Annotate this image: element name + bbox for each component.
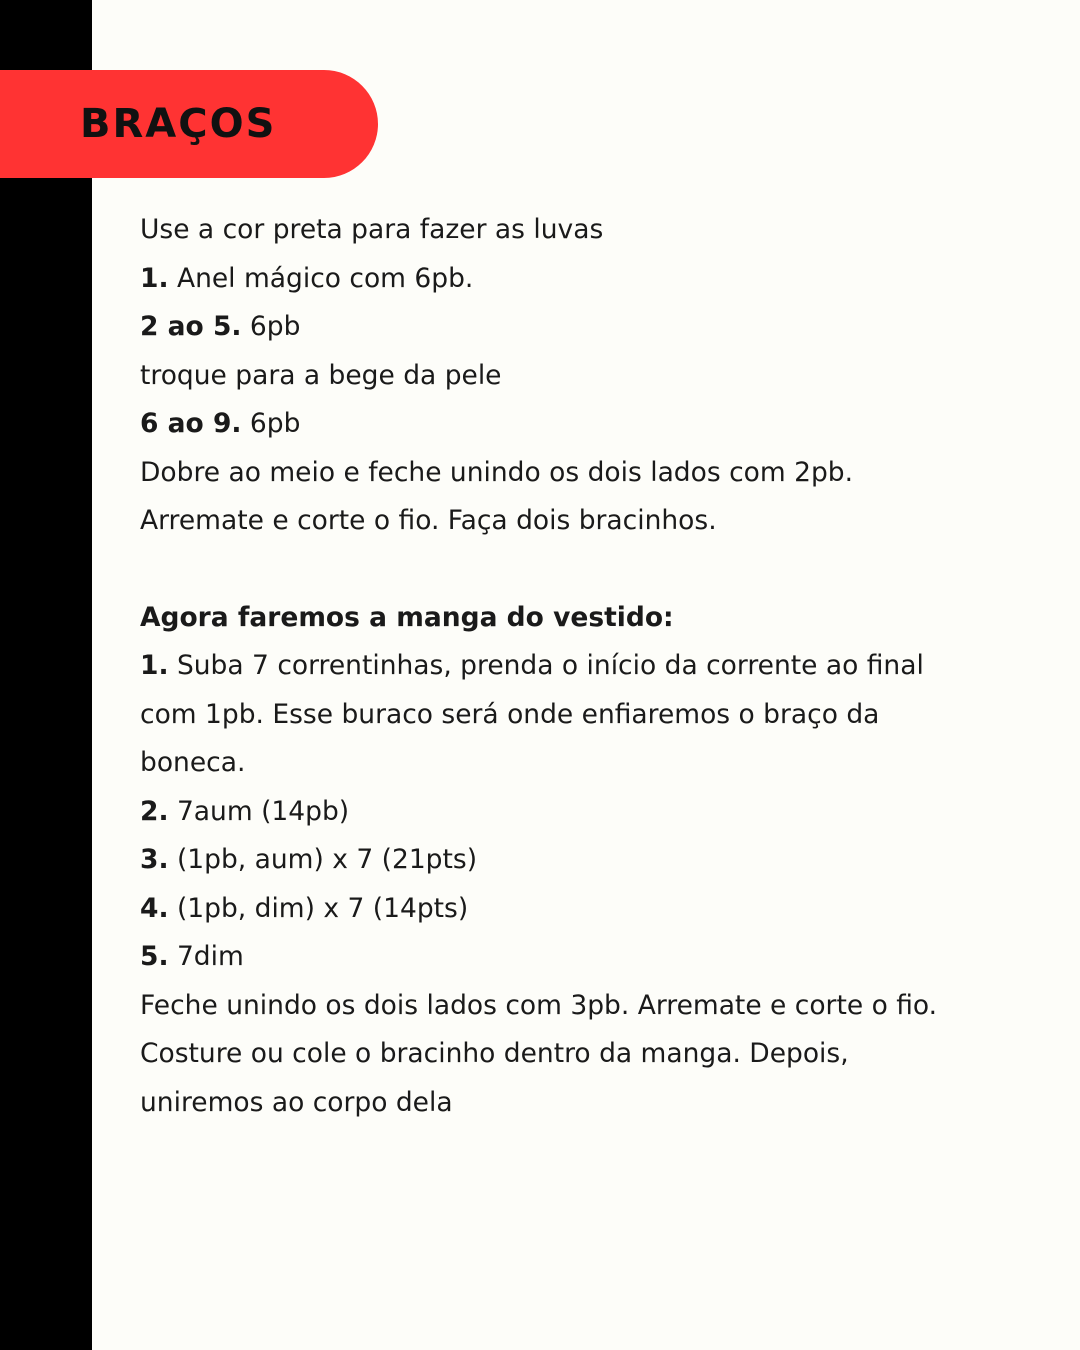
gloves-finish-line-1: Dobre ao meio e feche unindo os dois lados com 2pb. — [140, 456, 854, 488]
step-text: (1pb, dim) x 7 (14pts) — [168, 892, 469, 924]
sleeve-step-4 — [140, 885, 1020, 934]
instructions — [140, 206, 1020, 1127]
step-number: 3. — [140, 844, 169, 875]
title-tab — [0, 70, 378, 178]
sleeve-step-2 — [140, 788, 1020, 837]
step-number: 6 ao 9. — [140, 408, 242, 439]
sleeve-finish-line-1: Feche unindo os dois lados com 3pb. Arremate e corte o fio. — [140, 989, 938, 1021]
gloves-color-change: troque para a bege da pele — [140, 359, 502, 391]
step-text: Suba 7 correntinhas, prenda o início da corrente ao final — [168, 650, 924, 681]
sleeve-step-1-line-2: com 1pb. Esse buraco será onde enfiaremos o braço da — [140, 698, 880, 730]
step-number: 1. — [140, 262, 169, 294]
step-text: Anel mágico com 6pb. — [168, 262, 474, 294]
step-text: 7aum (14pb) — [168, 795, 350, 827]
step-number: 2 ao 5. — [140, 311, 242, 342]
step-number: 5. — [140, 941, 169, 972]
sleeve-step-5 — [140, 933, 1020, 982]
gloves-step-2 — [140, 303, 1020, 352]
step-number: 2. — [140, 795, 169, 827]
side-bar — [0, 0, 92, 1350]
gloves-step-1 — [140, 255, 1020, 304]
step-text: 6pb — [241, 408, 301, 439]
step-text: 6pb — [241, 311, 301, 342]
sleeve-step-3 — [140, 836, 1020, 885]
step-number: 1. — [140, 650, 169, 681]
step-number: 4. — [140, 892, 169, 924]
gloves-finish-line-2: Arremate e corte o fio. Faça dois bracinhos. — [140, 505, 717, 536]
gloves-step-3 — [140, 400, 1020, 449]
page-title: BRAÇOS — [80, 101, 277, 147]
sleeve-finish-line-3: uniremos ao corpo dela — [140, 1086, 453, 1118]
sleeve-heading: Agora faremos a manga do vestido: — [140, 601, 674, 633]
step-text: 7dim — [168, 941, 244, 972]
sleeve-step-1 — [140, 642, 1020, 691]
sleeve-step-1-line-3: boneca. — [140, 747, 246, 778]
gloves-intro: Use a cor preta para fazer as luvas — [140, 214, 604, 245]
step-text: (1pb, aum) x 7 (21pts) — [168, 844, 478, 875]
sleeve-finish-line-2: Costure ou cole o bracinho dentro da manga. Depois, — [140, 1038, 849, 1069]
